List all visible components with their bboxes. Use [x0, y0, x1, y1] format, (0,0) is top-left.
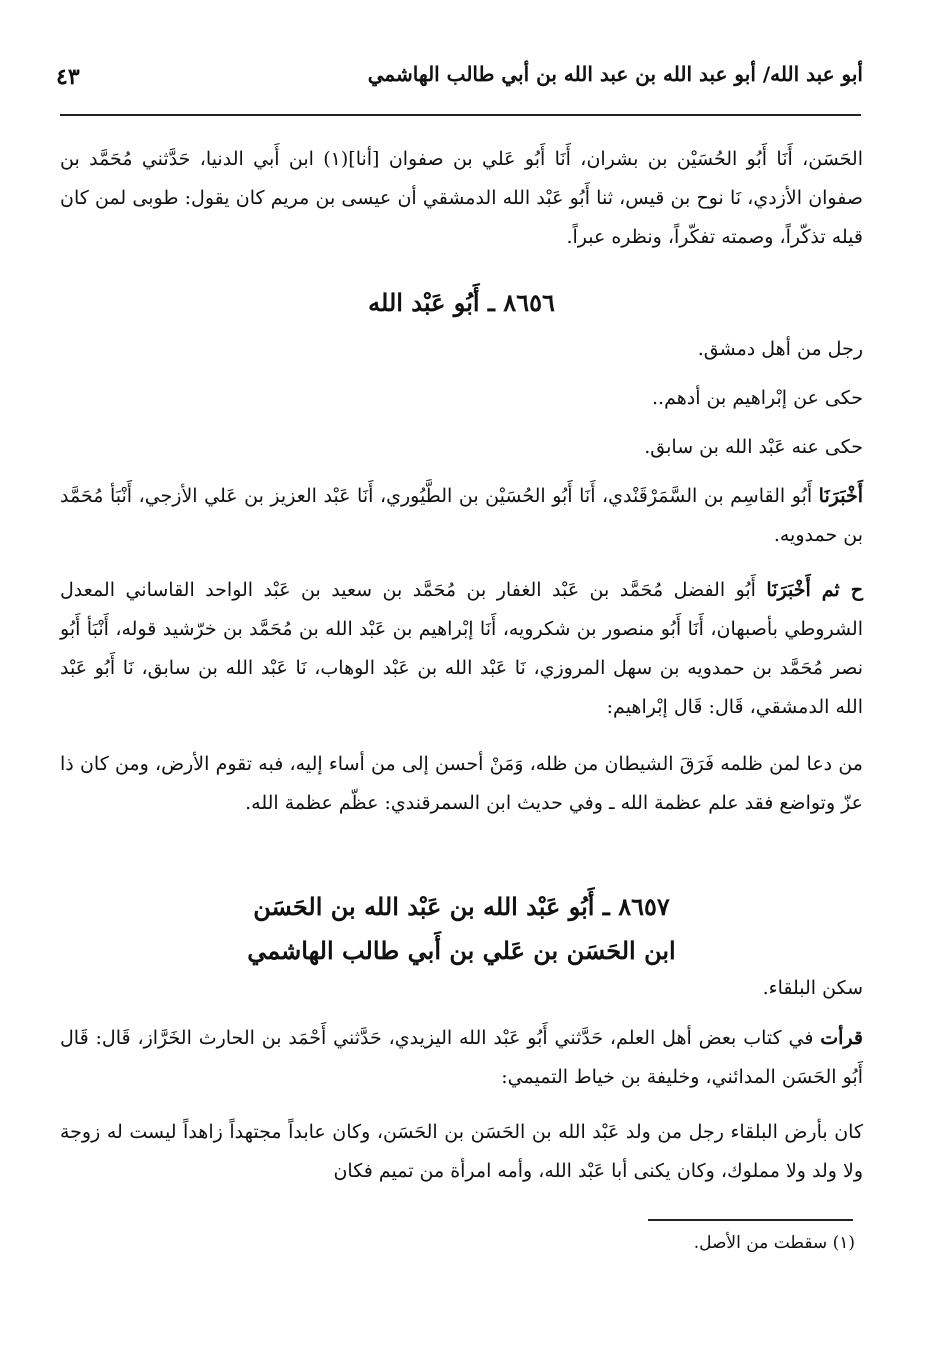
entry-8657-line-1: سكن البلقاء. — [762, 977, 863, 999]
running-header — [56, 62, 863, 108]
entry-8657-isnad-text: في كتاب بعض أهل العلم، حَدَّثني أَبُو عَبْد الله اليزيدي، حَدَّثني أَحْمَد بن الحارث الخَرَّاز، قَال: قَال أَبُو الحَسَن المدائني، وخليفة بن خياط التميمي: — [60, 1027, 863, 1088]
running-title: أبو عبد الله/ أبو عبد الله بن عبد الله بن أبي طالب الهاشمي — [367, 62, 863, 86]
akhbarana-keyword: أَخْبَرَنَا — [818, 485, 863, 507]
entry-8656-line-2: حكى عن إبْراهيم بن أدهم.. — [652, 387, 863, 409]
thumma-akhbarana-keyword: ح ثم أَخْبَرَنَا — [766, 579, 863, 601]
entry-8657-heading-line-1: ٨٦٥٧ ـ أَبُو عَبْد الله بن عَبْد الله بن الحَسَن — [253, 892, 670, 921]
qaratu-keyword: قرأت — [820, 1027, 863, 1049]
isnad-1-text: أَبُو القاسِم بن السَّمَرْقَنْدي، أَنَا أَبُو الحُسَيْن بن الطَّيُوري، أَنَا عَبْد العزيز بن عَلي الأزجي، أَنْبَأ مُحَمَّد بن حمدويه. — [60, 485, 863, 546]
footnote — [694, 1233, 855, 1253]
footnote-marker: (١) — [832, 1233, 855, 1253]
page-number: ٤٣ — [56, 64, 80, 90]
entry-8656-line-1: رجل من أهل دمشق. — [697, 338, 863, 360]
footnote-text: سقطت من الأصل. — [693, 1233, 828, 1253]
header-rule — [60, 114, 861, 116]
entry-8656-isnad-2 — [60, 571, 863, 727]
entry-8656-heading: ٨٦٥٦ ـ أَبُو عَبْد الله — [368, 288, 555, 317]
entry-8657-isnad — [60, 1019, 863, 1097]
intro-paragraph: الحَسَن، أَنَا أَبُو الحُسَيْن بن بشران، أَنَا أَبُو عَلي بن صفوان [أنا](١) ابن أَبي الدنيا، حَدَّثني مُحَمَّد بن صفوان الأزدي، نَا نوح بن قيس، ثنا أَبُو عَبْد الله الدمشقي أن عيسى بن مريم كان يقول: طوبى لمن كان قيله تذكّراً، وصمته تفكّراً، ونظره عبراً. — [60, 148, 863, 248]
entry-8657-narrative: كان بأرض البلقاء رجل من ولد عَبْد الله بن الحَسَن بن الحَسَن، وكان عابداً مجتهداً زاهداً ليست له زوجة ولا ولد ولا مملوك، وكان يكنى أبا عَبْد الله، وأمه امرأة من تميم فكان — [60, 1121, 863, 1182]
entry-8656-line-3: حكى عنه عَبْد الله بن سابق. — [644, 436, 863, 458]
isnad-2-text: أَبُو الفضل مُحَمَّد بن عَبْد الغفار بن مُحَمَّد بن سعيد بن عَبْد الواحد القاساني المعدل الشروطي بأصبهان، أَنَا أَبُو منصور بن شكرويه، أَنَا إبْراهيم بن عَبْد الله بن مُحَمَّد بن خرّشيد قوله، أَنْبَأ أَبُو نصر مُحَمَّد بن حمدويه بن سهل المروزي، نَا عَبْد الله بن عَبْد الوهاب، نَا عَبْد الله بن سابق، نَا أَبُو عَبْد الله الدمشقي، قَال: قَال إبْراهيم: — [60, 579, 863, 718]
footnote-rule — [648, 1219, 853, 1221]
entry-8656-isnad-1 — [60, 477, 863, 555]
entry-8656-quote: من دعا لمن ظلمه فَرَقَ الشيطان من ظله، وَمَنْ أحسن إلى من أساء إليه، فبه تقوم الأرض، ومن كان ذا عزّ وتواضع فقد علم عظمة الله ـ وفي حديث ابن السمرقندي: عظّم عظمة الله. — [60, 753, 863, 814]
entry-8657-heading-line-2: ابن الحَسَن بن عَلي بن أَبي طالب الهاشمي — [247, 936, 676, 965]
